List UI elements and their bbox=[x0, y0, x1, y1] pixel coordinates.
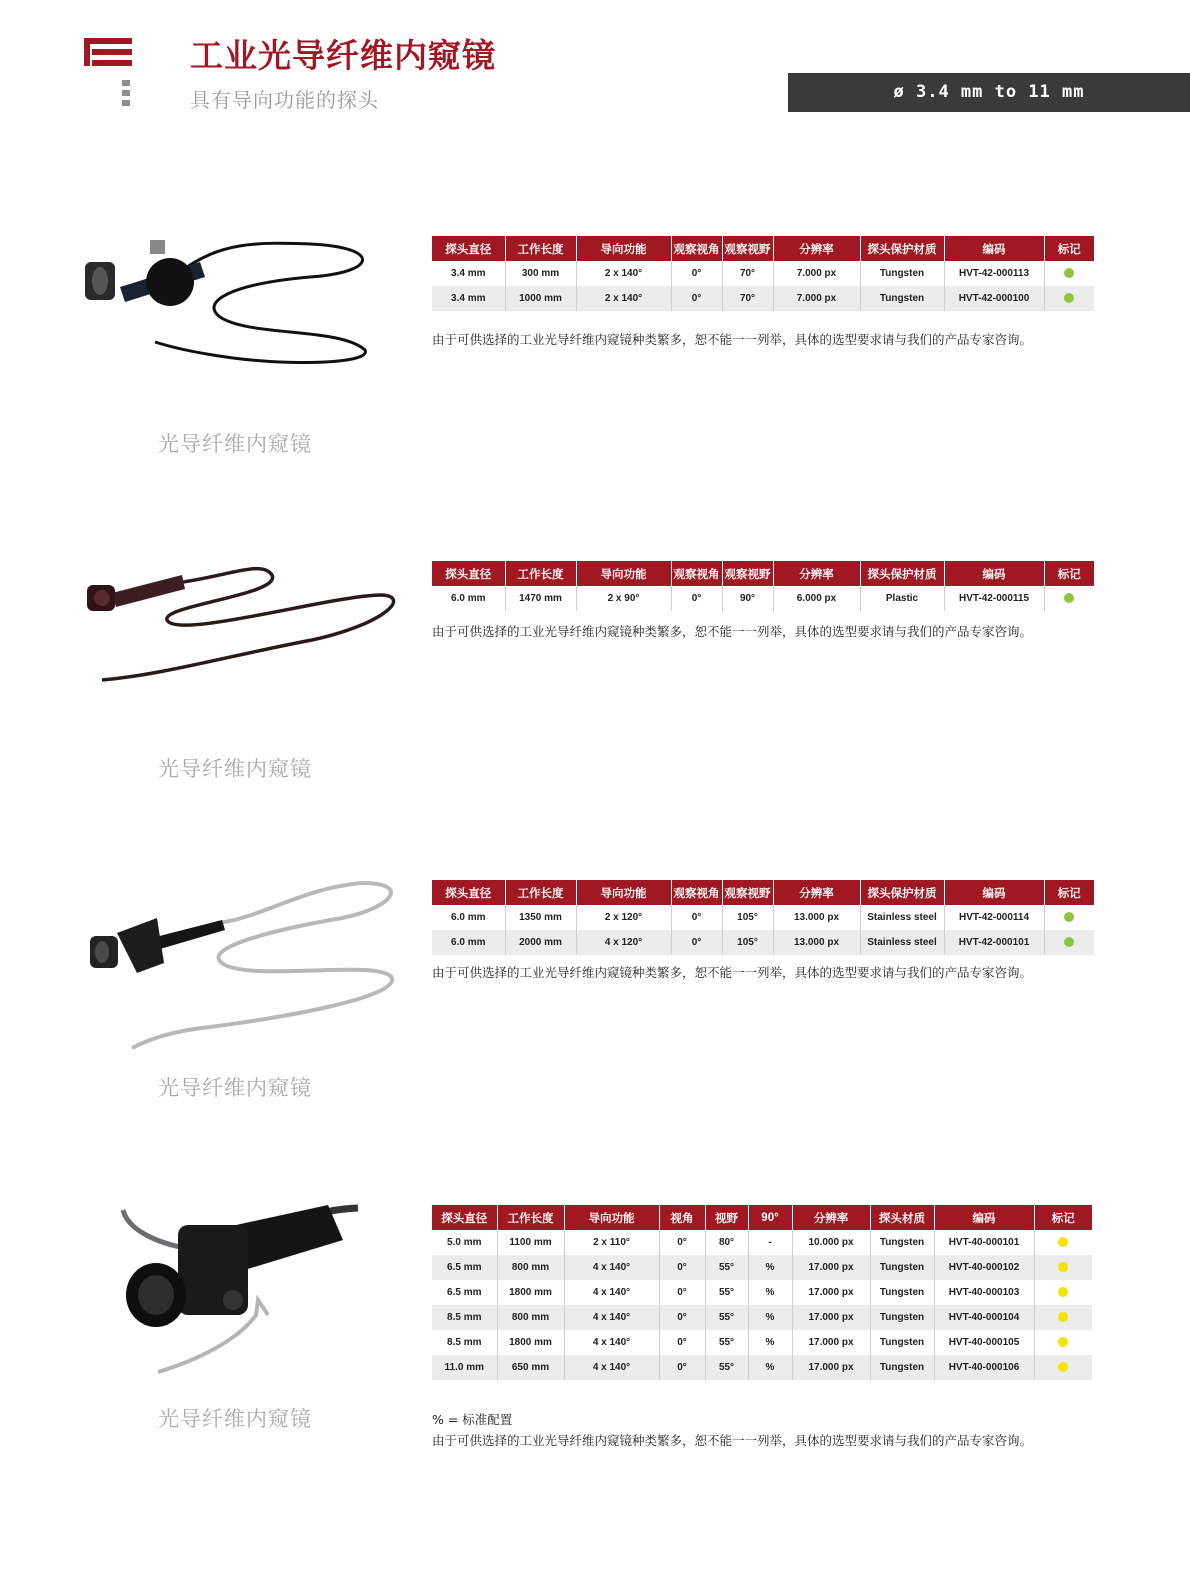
table-cell: 7.000 px bbox=[773, 261, 860, 286]
table-cell: Plastic bbox=[860, 586, 944, 611]
column-header: 90° bbox=[748, 1205, 792, 1230]
yellow-dot-icon bbox=[1058, 1237, 1068, 1247]
spec-table-3 bbox=[432, 880, 1094, 955]
table-cell: 17.000 px bbox=[792, 1330, 870, 1355]
table-cell: - bbox=[748, 1230, 792, 1255]
table-row bbox=[432, 1305, 1092, 1330]
table-cell: 55° bbox=[705, 1305, 748, 1330]
table-cell: HVT-40-000106 bbox=[934, 1355, 1034, 1380]
status-mark-cell bbox=[1034, 1330, 1092, 1355]
table-header-row bbox=[432, 1205, 1092, 1230]
table-cell: 0° bbox=[659, 1280, 705, 1305]
page-subtitle: 具有导向功能的探头 bbox=[190, 88, 379, 112]
column-header: 导向功能 bbox=[564, 1205, 659, 1230]
table-cell: 1350 mm bbox=[505, 905, 576, 930]
table-cell: 0° bbox=[659, 1330, 705, 1355]
table-cell: % bbox=[748, 1305, 792, 1330]
table-cell: 5.0 mm bbox=[432, 1230, 497, 1255]
table-cell: 2 x 140° bbox=[576, 286, 671, 311]
table-cell: 4 x 120° bbox=[576, 930, 671, 955]
yellow-dot-icon bbox=[1058, 1262, 1068, 1272]
table-cell: Tungsten bbox=[870, 1255, 934, 1280]
endoscope-image-2 bbox=[82, 555, 397, 700]
table-cell: 0° bbox=[671, 905, 722, 930]
column-header: 标记 bbox=[1034, 1205, 1092, 1230]
logo-dots-decoration bbox=[122, 80, 130, 110]
spec-table-4 bbox=[432, 1205, 1092, 1380]
table-cell: HVT-40-000101 bbox=[934, 1230, 1034, 1255]
table-row bbox=[432, 905, 1094, 930]
table-cell: Tungsten bbox=[870, 1330, 934, 1355]
endoscope-image-3 bbox=[82, 878, 402, 1053]
table-cell: 2 x 120° bbox=[576, 905, 671, 930]
column-header: 视野 bbox=[705, 1205, 748, 1230]
table-cell: 2 x 110° bbox=[564, 1230, 659, 1255]
column-header: 探头直径 bbox=[432, 236, 505, 261]
table-row bbox=[432, 1355, 1092, 1380]
section-1-note: 由于可供选择的工业光导纤维内窥镜种类繁多，恕不能一一列举，具体的选型要求请与我们的产品专家咨询。 bbox=[432, 332, 1033, 347]
column-header: 观察视角 bbox=[671, 236, 722, 261]
endoscope-image-1 bbox=[80, 232, 380, 377]
column-header: 导向功能 bbox=[576, 880, 671, 905]
column-header: 分辨率 bbox=[773, 561, 860, 586]
page-title: 工业光导纤维内窥镜 bbox=[190, 36, 496, 75]
table-cell: 2 x 90° bbox=[576, 586, 671, 611]
table-cell: HVT-42-000114 bbox=[944, 905, 1044, 930]
status-mark-cell bbox=[1034, 1355, 1092, 1380]
green-dot-icon bbox=[1064, 912, 1074, 922]
table-cell: 70° bbox=[722, 261, 773, 286]
column-header: 探头直径 bbox=[432, 880, 505, 905]
column-header: 编码 bbox=[944, 880, 1044, 905]
status-mark-cell bbox=[1044, 261, 1094, 286]
table-cell: 13.000 px bbox=[773, 930, 860, 955]
table-row bbox=[432, 1280, 1092, 1305]
column-header: 探头保护材质 bbox=[860, 561, 944, 586]
table-cell: Tungsten bbox=[860, 286, 944, 311]
spec-table-1 bbox=[432, 236, 1094, 311]
table-cell: 6.5 mm bbox=[432, 1255, 497, 1280]
table-cell: 17.000 px bbox=[792, 1355, 870, 1380]
column-header: 探头直径 bbox=[432, 1205, 497, 1230]
column-header: 分辨率 bbox=[773, 236, 860, 261]
status-mark-cell bbox=[1034, 1305, 1092, 1330]
table-row bbox=[432, 1330, 1092, 1355]
column-header: 分辨率 bbox=[792, 1205, 870, 1230]
section-2-caption: 光导纤维内窥镜 bbox=[158, 757, 312, 781]
table-cell: 300 mm bbox=[505, 261, 576, 286]
table-cell: 55° bbox=[705, 1255, 748, 1280]
table-cell: HVT-40-000105 bbox=[934, 1330, 1034, 1355]
column-header: 标记 bbox=[1044, 236, 1094, 261]
table-cell: 55° bbox=[705, 1280, 748, 1305]
yellow-dot-icon bbox=[1058, 1362, 1068, 1372]
table-cell: Tungsten bbox=[870, 1230, 934, 1255]
column-header: 标记 bbox=[1044, 561, 1094, 586]
table-cell: 8.5 mm bbox=[432, 1330, 497, 1355]
column-header: 探头材质 bbox=[870, 1205, 934, 1230]
green-dot-icon bbox=[1064, 268, 1074, 278]
table-cell: % bbox=[748, 1280, 792, 1305]
table-row bbox=[432, 261, 1094, 286]
section-2-note: 由于可供选择的工业光导纤维内窥镜种类繁多，恕不能一一列举，具体的选型要求请与我们的产品专家咨询。 bbox=[432, 624, 1033, 639]
table-cell: HVT-40-000103 bbox=[934, 1280, 1034, 1305]
column-header: 编码 bbox=[934, 1205, 1034, 1230]
table-cell: 2000 mm bbox=[505, 930, 576, 955]
table-cell: 0° bbox=[659, 1355, 705, 1380]
table-cell: Tungsten bbox=[870, 1280, 934, 1305]
table-cell: 0° bbox=[671, 930, 722, 955]
table-header-row bbox=[432, 561, 1094, 586]
column-header: 编码 bbox=[944, 236, 1044, 261]
table-cell: HVT-40-000102 bbox=[934, 1255, 1034, 1280]
table-header-row bbox=[432, 236, 1094, 261]
column-header: 工作长度 bbox=[505, 236, 576, 261]
table-cell: 0° bbox=[671, 286, 722, 311]
table-row bbox=[432, 1255, 1092, 1280]
column-header: 导向功能 bbox=[576, 236, 671, 261]
table-cell: Tungsten bbox=[870, 1355, 934, 1380]
column-header: 探头保护材质 bbox=[860, 236, 944, 261]
table-cell: 4 x 140° bbox=[564, 1280, 659, 1305]
column-header: 观察视野 bbox=[722, 880, 773, 905]
table-cell: 4 x 140° bbox=[564, 1330, 659, 1355]
table-cell: 17.000 px bbox=[792, 1255, 870, 1280]
status-mark-cell bbox=[1044, 586, 1094, 611]
status-mark-cell bbox=[1044, 930, 1094, 955]
green-dot-icon bbox=[1064, 593, 1074, 603]
table-cell: Stainless steel bbox=[860, 905, 944, 930]
table-cell: 1470 mm bbox=[505, 586, 576, 611]
table-cell: 1000 mm bbox=[505, 286, 576, 311]
table-cell: Tungsten bbox=[870, 1305, 934, 1330]
table-cell: 80° bbox=[705, 1230, 748, 1255]
column-header: 探头保护材质 bbox=[860, 880, 944, 905]
table-cell: 4 x 140° bbox=[564, 1355, 659, 1380]
column-header: 工作长度 bbox=[505, 880, 576, 905]
table-cell: % bbox=[748, 1355, 792, 1380]
status-mark-cell bbox=[1044, 286, 1094, 311]
status-mark-cell bbox=[1034, 1230, 1092, 1255]
table-cell: 650 mm bbox=[497, 1355, 564, 1380]
status-mark-cell bbox=[1034, 1280, 1092, 1305]
yellow-dot-icon bbox=[1058, 1312, 1068, 1322]
column-header: 分辨率 bbox=[773, 880, 860, 905]
table-cell: 55° bbox=[705, 1355, 748, 1380]
table-cell: 13.000 px bbox=[773, 905, 860, 930]
table-cell: 0° bbox=[671, 261, 722, 286]
table-cell: 17.000 px bbox=[792, 1280, 870, 1305]
table-cell: 8.5 mm bbox=[432, 1305, 497, 1330]
column-header: 工作长度 bbox=[505, 561, 576, 586]
green-dot-icon bbox=[1064, 937, 1074, 947]
status-mark-cell bbox=[1034, 1255, 1092, 1280]
table-cell: 7.000 px bbox=[773, 286, 860, 311]
column-header: 观察视野 bbox=[722, 236, 773, 261]
table-row bbox=[432, 1230, 1092, 1255]
table-cell: % bbox=[748, 1255, 792, 1280]
column-header: 观察视野 bbox=[722, 561, 773, 586]
section-3-note: 由于可供选择的工业光导纤维内窥镜种类繁多，恕不能一一列举，具体的选型要求请与我们的产品专家咨询。 bbox=[432, 965, 1033, 980]
table-cell: HVT-42-000115 bbox=[944, 586, 1044, 611]
table-cell: 0° bbox=[659, 1305, 705, 1330]
table-cell: 17.000 px bbox=[792, 1305, 870, 1330]
table-cell: 0° bbox=[659, 1230, 705, 1255]
table-cell: 105° bbox=[722, 905, 773, 930]
table-cell: 0° bbox=[671, 586, 722, 611]
table-cell: 10.000 px bbox=[792, 1230, 870, 1255]
section-3-caption: 光导纤维内窥镜 bbox=[158, 1076, 312, 1100]
size-range-banner: ø 3.4 mm to 11 mm bbox=[788, 73, 1190, 112]
table-cell: 6.000 px bbox=[773, 586, 860, 611]
table-cell: 90° bbox=[722, 586, 773, 611]
section-4-note: 由于可供选择的工业光导纤维内窥镜种类繁多，恕不能一一列举，具体的选型要求请与我们的产品专家咨询。 bbox=[432, 1433, 1033, 1448]
table-cell: HVT-42-000100 bbox=[944, 286, 1044, 311]
table-cell: 70° bbox=[722, 286, 773, 311]
yellow-dot-icon bbox=[1058, 1287, 1068, 1297]
column-header: 观察视角 bbox=[671, 880, 722, 905]
table-row bbox=[432, 586, 1094, 611]
table-cell: 4 x 140° bbox=[564, 1305, 659, 1330]
table-cell: 105° bbox=[722, 930, 773, 955]
table-cell: 6.0 mm bbox=[432, 586, 505, 611]
table-cell: 11.0 mm bbox=[432, 1355, 497, 1380]
table-cell: 55° bbox=[705, 1330, 748, 1355]
table-cell: 1800 mm bbox=[497, 1280, 564, 1305]
section-4-caption: 光导纤维内窥镜 bbox=[158, 1407, 312, 1431]
table-cell: HVT-42-000101 bbox=[944, 930, 1044, 955]
yellow-dot-icon bbox=[1058, 1337, 1068, 1347]
column-header: 标记 bbox=[1044, 880, 1094, 905]
table-cell: Tungsten bbox=[860, 261, 944, 286]
status-mark-cell bbox=[1044, 905, 1094, 930]
table-cell: 800 mm bbox=[497, 1255, 564, 1280]
table-cell: 3.4 mm bbox=[432, 261, 505, 286]
table-cell: 1800 mm bbox=[497, 1330, 564, 1355]
table-cell: HVT-42-000113 bbox=[944, 261, 1044, 286]
column-header: 观察视角 bbox=[671, 561, 722, 586]
column-header: 视角 bbox=[659, 1205, 705, 1230]
spec-table-2 bbox=[432, 561, 1094, 611]
table-cell: 0° bbox=[659, 1255, 705, 1280]
column-header: 工作长度 bbox=[497, 1205, 564, 1230]
table-cell: 6.5 mm bbox=[432, 1280, 497, 1305]
table-cell: % bbox=[748, 1330, 792, 1355]
column-header: 探头直径 bbox=[432, 561, 505, 586]
section-1-caption: 光导纤维内窥镜 bbox=[158, 432, 312, 456]
table-cell: Stainless steel bbox=[860, 930, 944, 955]
table-cell: 6.0 mm bbox=[432, 930, 505, 955]
column-header: 编码 bbox=[944, 561, 1044, 586]
green-dot-icon bbox=[1064, 293, 1074, 303]
table-cell: 4 x 140° bbox=[564, 1255, 659, 1280]
table-cell: 2 x 140° bbox=[576, 261, 671, 286]
table-cell: HVT-40-000104 bbox=[934, 1305, 1034, 1330]
table-header-row bbox=[432, 880, 1094, 905]
table-cell: 1100 mm bbox=[497, 1230, 564, 1255]
column-header: 导向功能 bbox=[576, 561, 671, 586]
table-cell: 3.4 mm bbox=[432, 286, 505, 311]
brand-logo-icon bbox=[84, 38, 132, 66]
endoscope-image-4 bbox=[118, 1200, 373, 1380]
table-cell: 6.0 mm bbox=[432, 905, 505, 930]
legend-standard-config: % = 标准配置 bbox=[432, 1412, 513, 1427]
table-cell: 800 mm bbox=[497, 1305, 564, 1330]
table-row bbox=[432, 286, 1094, 311]
table-row bbox=[432, 930, 1094, 955]
